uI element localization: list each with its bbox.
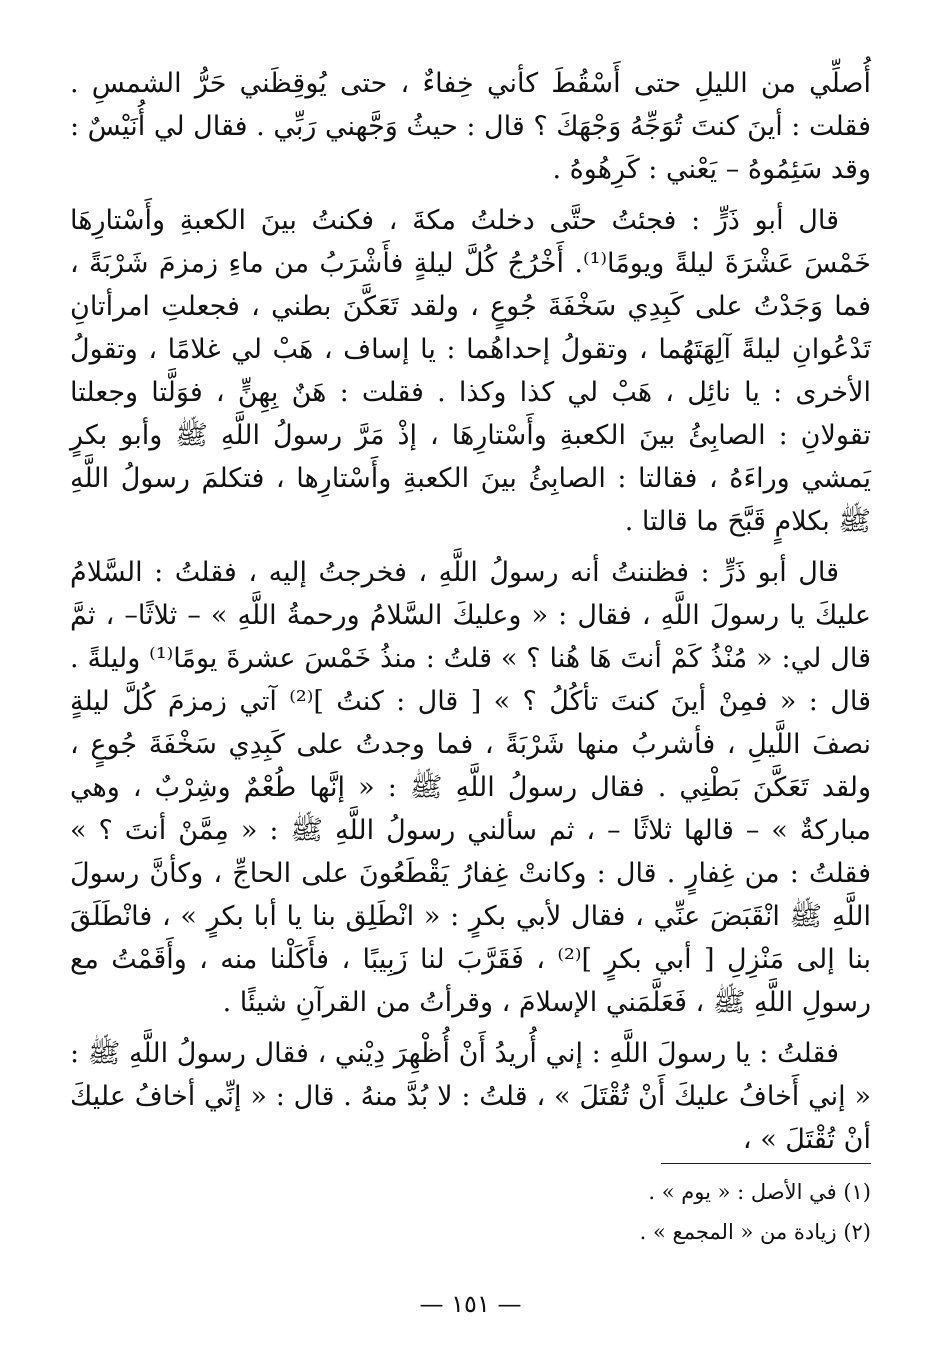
footnotes bbox=[70, 1172, 871, 1252]
footnote-2: (٢) زيادة من « المجمع » . bbox=[639, 1220, 871, 1244]
footnote-1: (١) في الأصل : « يوم » . bbox=[648, 1180, 871, 1204]
paragraph-1: أُصلِّي من الليلِ حتى أَسْقُطَ كأني خِفاءٌ ، حتى يُوقِظَني حَرُّ الشمسِ . فقلت : أينَ كنتَ تُوَجِّهُ وَجْهَكَ ؟ قال : حيثُ وَجَّهني رَبِّي . فقال لي أُنَيْسٌ : وقد سَئِمُوهُ – يَعْني : كَرِهُوهُ . bbox=[70, 68, 871, 185]
footnote-divider bbox=[661, 1163, 871, 1164]
body-text bbox=[70, 62, 871, 1161]
paragraph-4: فقلتُ : يا رسولَ اللَّهِ : إني أُريدُ أَنْ أُظْهِرَ دِيْني ، فقال رسولُ اللَّهِ ﷺ : « إني أَخافُ عليكَ أَنْ تُقْتَلَ » ، قلتُ : لا بُدَّ منهُ . قال : « إنِّي أخافُ عليكَ أنْ تُقْتَلَ » ، bbox=[70, 1038, 871, 1155]
page-number: — ١٥١ — bbox=[419, 1290, 522, 1318]
paragraph-2: قال أبو ذَرٍّ : فجئتُ حتَّى دخلتُ مكةَ ، فكنتُ بينَ الكعبةِ وأَسْتارِهَا خَمْسَ عَشْرَةَ ليلةً ويومًا⁽¹⁾. أَخْرُجُ كُلَّ ليلةٍ فأَشْرَبُ من ماءِ زمزمَ شَرْبَةً ، فما وَجَدْتُ على كَبِدِي سَخْفَةَ جُوعٍ ، ولقد تَعَكَّنَ بطني ، فجعلتِ امرأتانِ تَدْعُوانِ ليلةً آلِهَتَهُما ، وتقولُ إحداهُما : يا إساف ، هَبْ لي غلامًا ، وتقولُ الأخرى : يا نائِل ، هَبْ لي كذا وكذا . فقلت : هَنٌ بِهِنٍّ ، فوَلَّتا وجعلتا تقولانِ : الصابِئُ بينَ الكعبةِ وأَسْتارِهَا ، إذْ مَرَّ رسولُ اللَّهِ ﷺ وأبو بكرٍ يَمشي وراءَهُ ، فقالتا : الصابِئُ بينَ الكعبةِ وأَسْتارِها ، فتكلمَ رسولُ اللَّهِ ﷺ بكلامٍ قَبَّحَ ما قالتا . bbox=[70, 205, 871, 537]
paragraph-3: قال أبو ذَرٍّ : فظننتُ أنه رسولُ اللَّهِ ، فخرجتُ إليه ، فقلتُ : السَّلامُ عليكَ يا رسولَ اللَّهِ ، فقال : « وعليكَ السَّلامُ ورحمةُ اللَّهِ » – ثلاثًا– ، ثمَّ قال لي: « مُنْذُ كَمْ أنتَ هَا هُنا ؟ » قلتُ : منذُ خَمْسَ عشرةَ يومًا⁽¹⁾ وليلةً . قال : « فمِنْ أينَ كنتَ تأكُلُ ؟ » [ قال : كنتُ ]⁽²⁾ آتي زمزمَ كُلَّ ليلةٍ نصفَ اللَّيلِ ، فأشربُ منها شَرْبَةً ، فما وجدتُ على كَبِدِي سَخْفَةَ جُوعٍ ، ولقد تَعَكَّنَ بَطْنِي . فقال رسولُ اللَّهِ ﷺ : « إنَّها طُعْمٌ وشِرْبٌ ، وهي مباركةٌ » – قالها ثلاثًا – ، ثم سألني رسولُ اللَّهِ ﷺ : « مِمَّنْ أنتَ ؟ » فقلتُ : من غِفارٍ . قال : وكانتْ غِفارُ يَقْطَعُونَ على الحاجِّ ، وكأنَّ رسولَ اللَّهِ ﷺ انْقَبَضَ عنِّي ، فقال لأبي بكرٍ : « انْطَلِق بنا يا أبا بكرٍ » ، فانْطَلَقَ بنا إلى مَنْزِلِ [ أبي بكرٍ ]⁽²⁾ ، فَقَرَّبَ لنا زَبِيبًا ، فأَكَلْنا منه ، وأَقَمْتُ مع رسولِ اللَّهِ ﷺ ، فَعَلَّمَني الإسلامَ ، وقرأتُ من القرآنِ شيئًا . bbox=[70, 557, 872, 1018]
